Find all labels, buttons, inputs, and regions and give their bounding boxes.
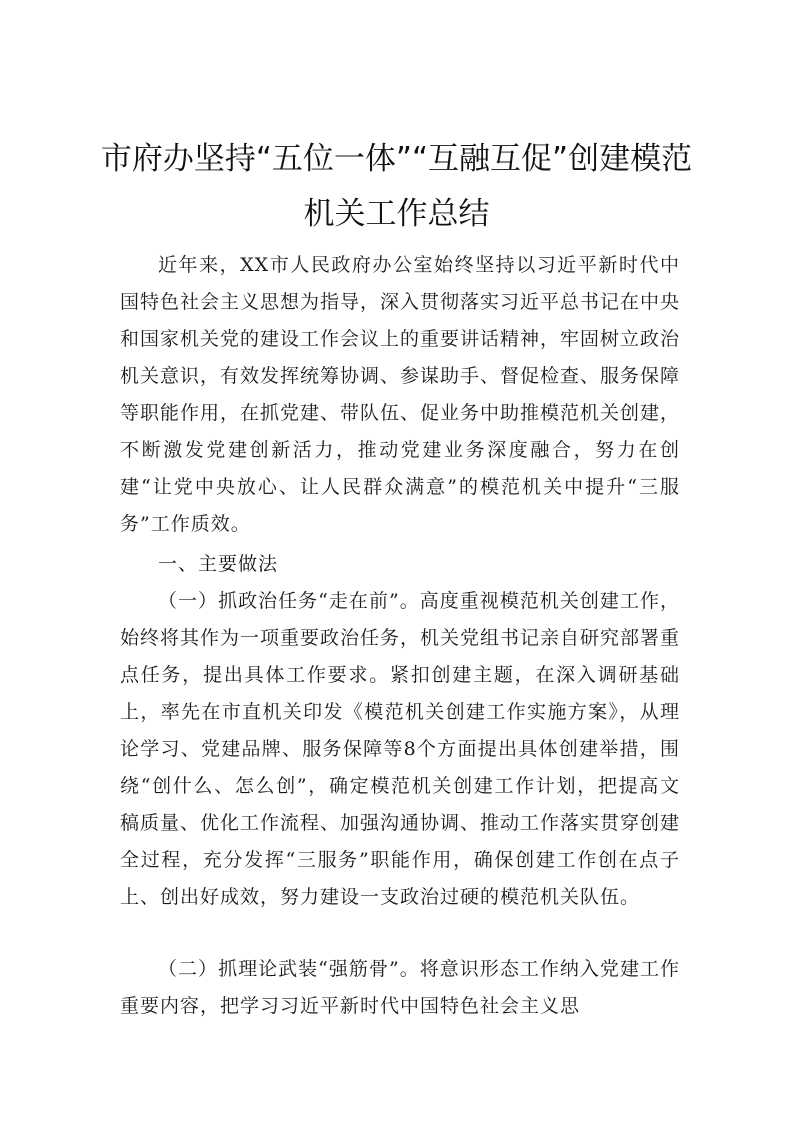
document-title-line-2: 机关工作总结 bbox=[303, 196, 490, 232]
section-heading-main-practices: 一、主要做法 bbox=[158, 553, 279, 575]
intro-paragraph: 近年来，XX市人民政府办公室始终坚持以习近平新时代中国特色社会主义思想为指导，深入贯彻落实习近平总书记在中央和国家机关党的建设工作会议上的重要讲话精神，牢固树立政治机关意识，有效发挥统筹协调、参谋助手、督促检查、服务保障等职能作用，在抓党建、带队伍、促业务中助推模范机关创建，不断激发党建创新活力，推动党建业务深度融合，努力在创建“让党中央放心、让人民群众满意”的模范机关中提升“三服务”工作质效。 bbox=[120, 254, 681, 535]
document-title-line-1: 市府办坚持“五位一体”“互融互促”创建模范 bbox=[100, 141, 693, 177]
paragraph-item-2: （二）抓理论武装“强筋骨”。将意识形态工作纳入党建工作重要内容，把学习习近平新时代中国特色社会主义思 bbox=[120, 958, 680, 1017]
paragraph-item-1: （一）抓政治任务“走在前”。高度重视模范机关创建工作，始终将其作为一项重要政治任务，机关党组书记亲自研究部署重点任务，提出具体工作要求。紧扣创建主题，在深入调研基础上，率先在市直机关印发《模范机关创建工作实施方案》，从理论学习、党建品牌、服务保障等8个方面提出具体创建举措，围绕“创什么、怎么创”，确定模范机关创建工作计划，把提高文稿质量、优化工作流程、加强沟通协调、推动工作落实贯穿创建全过程，充分发挥“三服务”职能作用，确保创建工作创在点子上、创出好成效，努力建设一支政治过硬的模范机关队伍。 bbox=[120, 590, 681, 908]
